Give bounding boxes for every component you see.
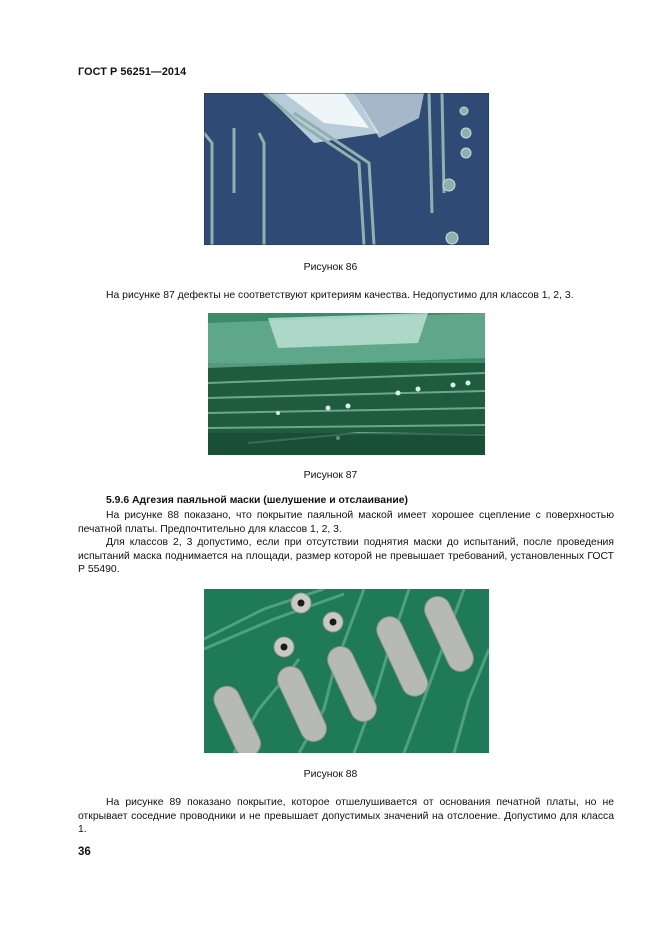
figure-86-image: [204, 93, 489, 245]
section-title: 5.9.6 Адгезия паяльной маски (шелушение и отслаивание): [106, 495, 408, 506]
paragraph-fig89: На рисунке 89 показано покрытие, которое отшелушивается от основания печатной платы, но не открывает соседние проводники и не превышает допустимых значений на отслоение. Допустимо для класса 1.: [78, 797, 614, 836]
figure-86-caption: Рисунок 86: [303, 262, 358, 273]
figure-87-image: [208, 313, 485, 455]
figure-88-image: [204, 589, 489, 753]
figure-87-caption: Рисунок 87: [303, 470, 358, 481]
paragraph-fig87: На рисунке 87 дефекты не соответствуют критериям качества. Недопустимо для классов 1, 2, 3.: [106, 290, 574, 301]
page-number: 36: [78, 846, 91, 858]
paragraph-fig88: На рисунке 88 показано, что покрытие паяльной маской имеет хорошее сцепление с поверхностью печатной платы. Предпочтительно для классов 1, 2, 3.: [78, 510, 614, 535]
paragraph-class23: Для классов 2, 3 допустимо, если при отсутствии поднятия маски до испытаний, после проведения испытаний маска поднимается на площади, размер которой не превышает требований, установленных ГОСТ Р 55490.: [78, 537, 614, 576]
document-header: ГОСТ Р 56251—2014: [78, 66, 187, 78]
figure-88-caption: Рисунок 88: [303, 769, 358, 780]
